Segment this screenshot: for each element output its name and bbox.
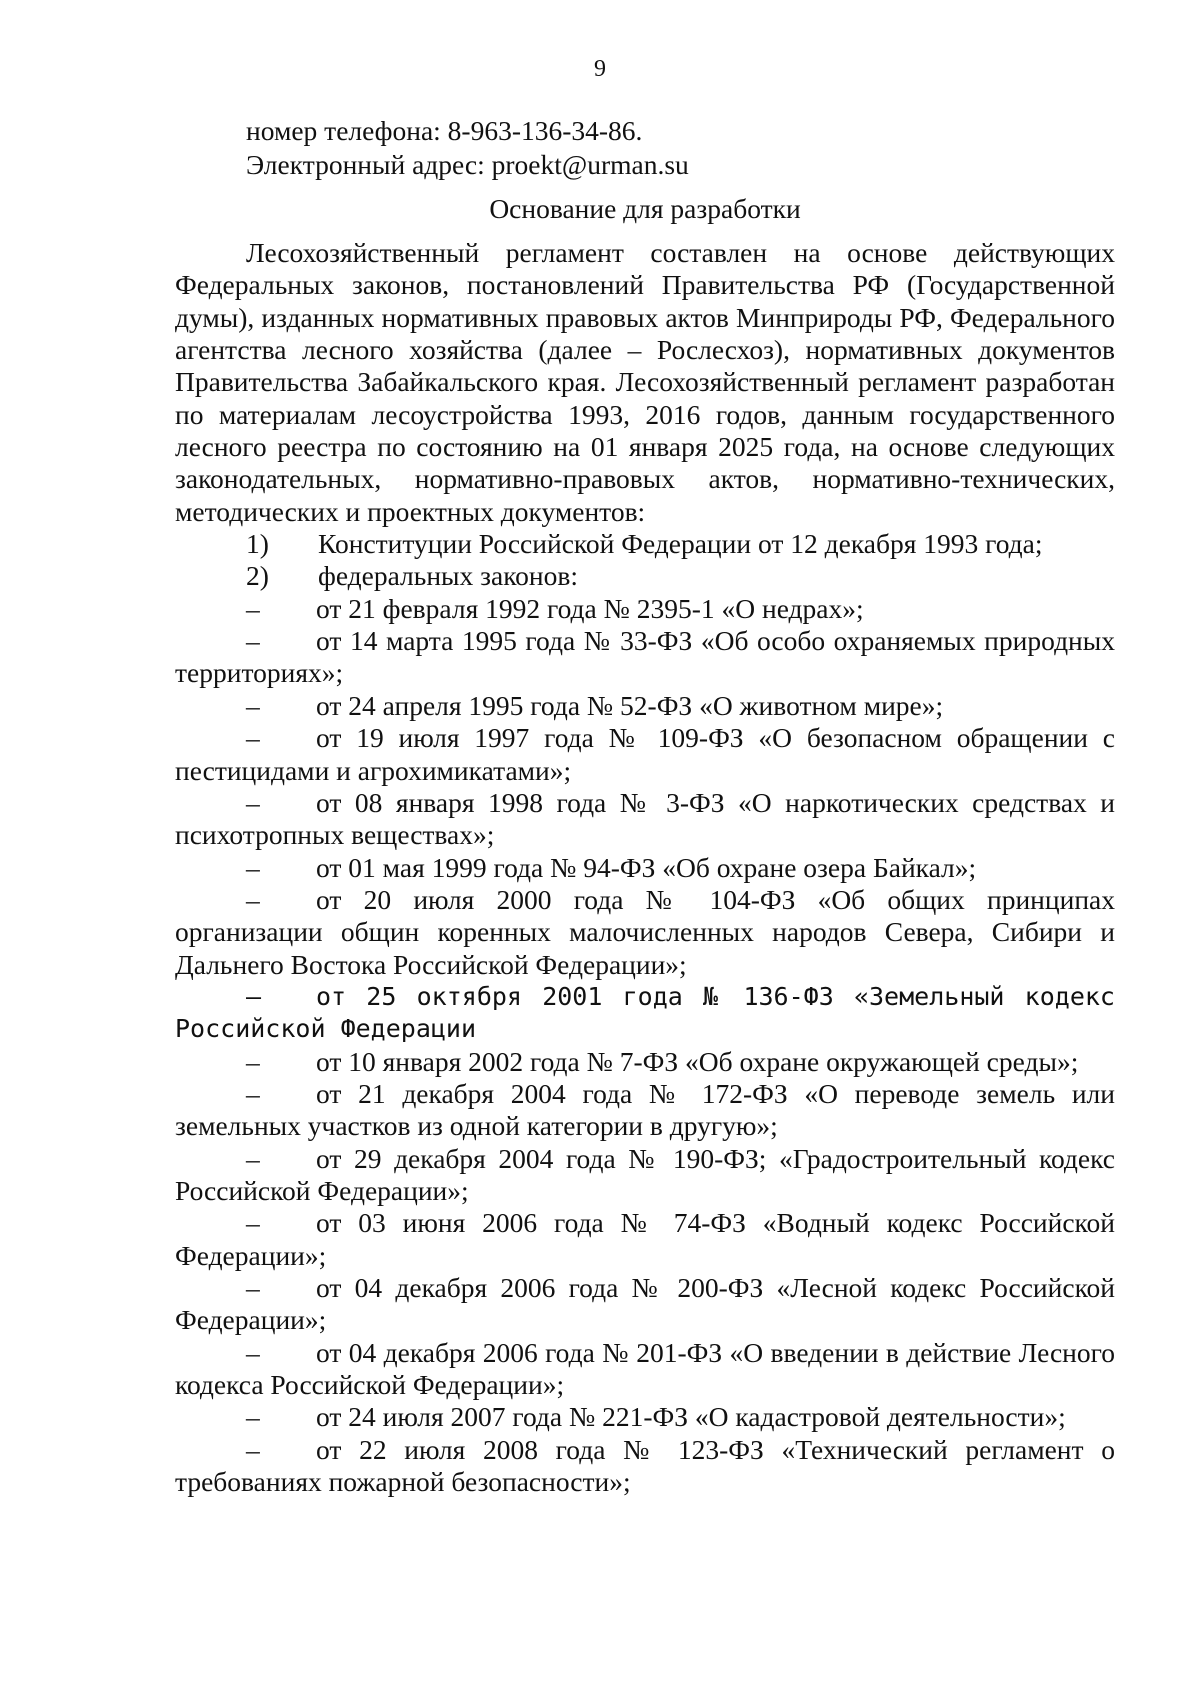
dash-marker: – [246, 1142, 260, 1174]
law-text: от 21 февраля 1992 года № 2395-1 «О недрах»; [316, 592, 864, 624]
law-item [175, 981, 1115, 1046]
law-text: от 19 июля 1997 года № 109-ФЗ «О безопасном обращении с пестицидами и агрохимикатами»; [175, 722, 1115, 786]
law-text: от 29 декабря 2004 года № 190-ФЗ; «Градостроительный кодекс Российской Федерации»; [175, 1142, 1115, 1206]
numbered-item-1 [175, 528, 1115, 560]
law-text: от 14 марта 1995 года № 33-ФЗ «Об особо охраняемых природных территориях»; [175, 625, 1115, 689]
contact-email: Электронный адрес: proekt@urman.su [246, 149, 689, 180]
law-text: от 04 декабря 2006 года № 200-ФЗ «Лесной кодекс Российской Федерации»; [175, 1272, 1115, 1336]
dash-marker: – [246, 1207, 260, 1239]
law-item [175, 1143, 1115, 1208]
law-item [175, 625, 1115, 690]
law-text: от 25 октября 2001 года № 136-ФЗ «Земельный кодекс Российской Федерации [175, 981, 1115, 1044]
dash-marker: – [246, 981, 262, 1011]
dash-marker: – [246, 1045, 260, 1077]
law-item [175, 1434, 1115, 1499]
law-text: от 08 января 1998 года № 3-ФЗ «О наркотических средствах и психотропных веществах»; [175, 786, 1115, 851]
section-heading: Основание для разработки [489, 193, 801, 224]
law-item [175, 690, 1115, 722]
dash-marker: – [246, 689, 260, 721]
dash-marker: – [246, 1401, 260, 1433]
dash-marker: – [246, 786, 260, 818]
law-text: от 24 апреля 1995 года № 52-ФЗ «О животном мире»; [316, 689, 944, 721]
law-item [175, 1272, 1115, 1337]
law-item [175, 1337, 1115, 1402]
law-item [175, 787, 1115, 852]
dash-marker: – [246, 1336, 260, 1368]
numbered-item-2 [175, 560, 1115, 592]
law-item [175, 1401, 1115, 1433]
dash-marker: – [246, 625, 260, 657]
law-text: от 04 декабря 2006 года № 201-ФЗ «О введении в действие Лесного кодекса Российской Федерации»; [175, 1336, 1115, 1401]
law-text: от 20 июля 2000 года № 104-ФЗ «Об общих принципах организации общин коренных малочисленных народов Севера, Сибири и Дальнего Востока Российской Федерации»; [175, 883, 1115, 980]
law-item [175, 1078, 1115, 1143]
law-item [175, 1046, 1115, 1078]
page-number: 9 [594, 56, 606, 82]
item-number: 1) [246, 528, 269, 560]
item-number: 2) [246, 560, 269, 592]
law-item [175, 852, 1115, 884]
law-item [175, 884, 1115, 981]
law-item [175, 722, 1115, 787]
intro-paragraph: Лесохозяйственный регламент составлен на основе действующих Федеральных законов, постановлений Правительства РФ (Государственной думы), изданных нормативных правовых актов Минприроды РФ, Федерального агентства лесного хозяйства (далее – Рослесхоз), нормативных документов Правительства Забайкальского края. Лесохозяйственный регламент разработан по материалам лесоустройства 1993, 2016 годов, данным государственного лесного реестра по состоянию на 01 января 2025 года, на основе следующих законодательных, нормативно-правовых актов, нормативно-технических, методических и проектных документов: [175, 237, 1115, 527]
law-text: от 24 июля 2007 года № 221-ФЗ «О кадастровой деятельности»; [316, 1401, 1066, 1433]
law-text: от 03 июня 2006 года № 74-ФЗ «Водный кодекс Российской Федерации»; [175, 1207, 1115, 1271]
law-text: от 01 мая 1999 года № 94-ФЗ «Об охране озера Байкал»; [316, 851, 977, 883]
law-item [175, 1207, 1115, 1272]
document-body [175, 237, 1115, 1498]
dash-marker: – [246, 722, 260, 754]
dash-marker: – [246, 883, 260, 915]
law-text: от 22 июля 2008 года № 123-ФЗ «Технический регламент о требованиях пожарной безопасности»; [175, 1433, 1115, 1498]
item-text: федеральных законов: [318, 560, 579, 592]
dash-marker: – [246, 1272, 260, 1303]
contact-phone: номер телефона: 8-963-136-34-86. [246, 115, 643, 146]
law-text: от 10 января 2002 года № 7-ФЗ «Об охране окружающей среды»; [316, 1045, 1079, 1077]
law-text: от 21 декабря 2004 года № 172-ФЗ «О переводе земель или земельных участков из одной категории в другую»; [175, 1077, 1115, 1142]
dash-marker: – [246, 592, 260, 624]
law-item [175, 593, 1115, 625]
dash-marker: – [246, 1077, 260, 1109]
dash-marker: – [246, 1433, 260, 1465]
dash-marker: – [246, 851, 260, 883]
item-text: Конституции Российской Федерации от 12 декабря 1993 года; [318, 528, 1043, 560]
